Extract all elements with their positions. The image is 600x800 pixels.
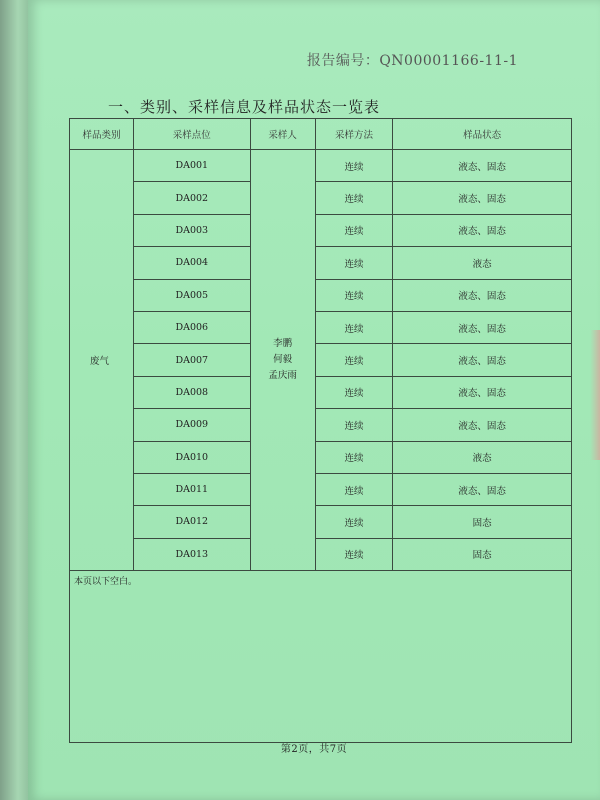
state-cell: 液态、固态 [393,344,572,376]
state-cell: 液态 [393,441,572,473]
state-cell: 液态、固态 [393,279,572,311]
table-row [70,150,572,182]
sampling-point-cell: DA005 [133,279,250,311]
page-number: 第2页，共7页 [280,744,348,755]
method-cell: 连续 [315,214,393,246]
state-cell: 液态、固态 [393,182,572,214]
category-cell: 废气 [70,150,134,571]
sampling-point-cell: DA010 [133,441,250,473]
method-cell: 连续 [315,409,393,441]
sampling-point-cell: DA006 [133,311,250,343]
state-cell: 液态、固态 [393,473,572,505]
method-cell: 连续 [315,182,393,214]
column-header-sample-state: 样品状态 [393,119,572,150]
sampler-cell [250,150,315,571]
sampling-point-cell: DA001 [133,150,250,182]
method-cell: 连续 [315,473,393,505]
state-cell: 液态、固态 [393,311,572,343]
sampling-point-cell: DA004 [133,247,250,279]
state-cell: 固态 [393,506,572,538]
sampler-name: 孟庆雨 [268,370,297,382]
report-number: 报告编号：QN00001166-11-1 [306,53,518,69]
column-header-sampler: 采样人 [250,119,315,150]
table-header-row [70,119,572,150]
report-page [28,0,600,800]
table-row [70,344,572,376]
table-row [70,182,572,214]
method-cell: 连续 [315,247,393,279]
table-row [70,473,572,505]
blank-note: 本页以下空白。 [70,571,572,743]
facing-page-edge [0,0,30,800]
sampling-point-cell: DA008 [133,376,250,408]
table-row [70,247,572,279]
seal-stamp-edge [590,330,600,460]
section-title: 一、类别、采样信息及样品状态一览表 [108,98,381,116]
method-cell: 连续 [315,279,393,311]
method-cell: 连续 [315,538,393,570]
sampling-point-cell: DA003 [133,214,250,246]
state-cell: 液态、固态 [393,214,572,246]
table-row [70,506,572,538]
sampling-point-cell: DA009 [133,409,250,441]
method-cell: 连续 [315,376,393,408]
sampling-point-cell: DA007 [133,344,250,376]
state-cell: 液态、固态 [393,376,572,408]
sampler-name: 李鹏 [273,338,293,350]
table-row [70,538,572,570]
table-row [70,376,572,408]
sampling-point-cell: DA012 [133,506,250,538]
sampling-point-cell: DA013 [133,538,250,570]
method-cell: 连续 [315,311,393,343]
sample-table [69,118,572,743]
column-header-method: 采样方法 [315,119,393,150]
blank-note-row [70,571,572,743]
table-row [70,214,572,246]
table-row [70,409,572,441]
state-cell: 液态、固态 [393,150,572,182]
state-cell: 固态 [393,538,572,570]
table-row [70,279,572,311]
sampling-point-cell: DA002 [133,182,250,214]
method-cell: 连续 [315,344,393,376]
table-row [70,441,572,473]
method-cell: 连续 [315,441,393,473]
table-row [70,311,572,343]
sampler-name: 何毅 [273,354,293,366]
method-cell: 连续 [315,506,393,538]
column-header-category: 样品类别 [70,119,134,150]
state-cell: 液态 [393,247,572,279]
method-cell: 连续 [315,150,393,182]
column-header-sampling-point: 采样点位 [133,119,250,150]
state-cell: 液态、固态 [393,409,572,441]
sampling-point-cell: DA011 [133,473,250,505]
